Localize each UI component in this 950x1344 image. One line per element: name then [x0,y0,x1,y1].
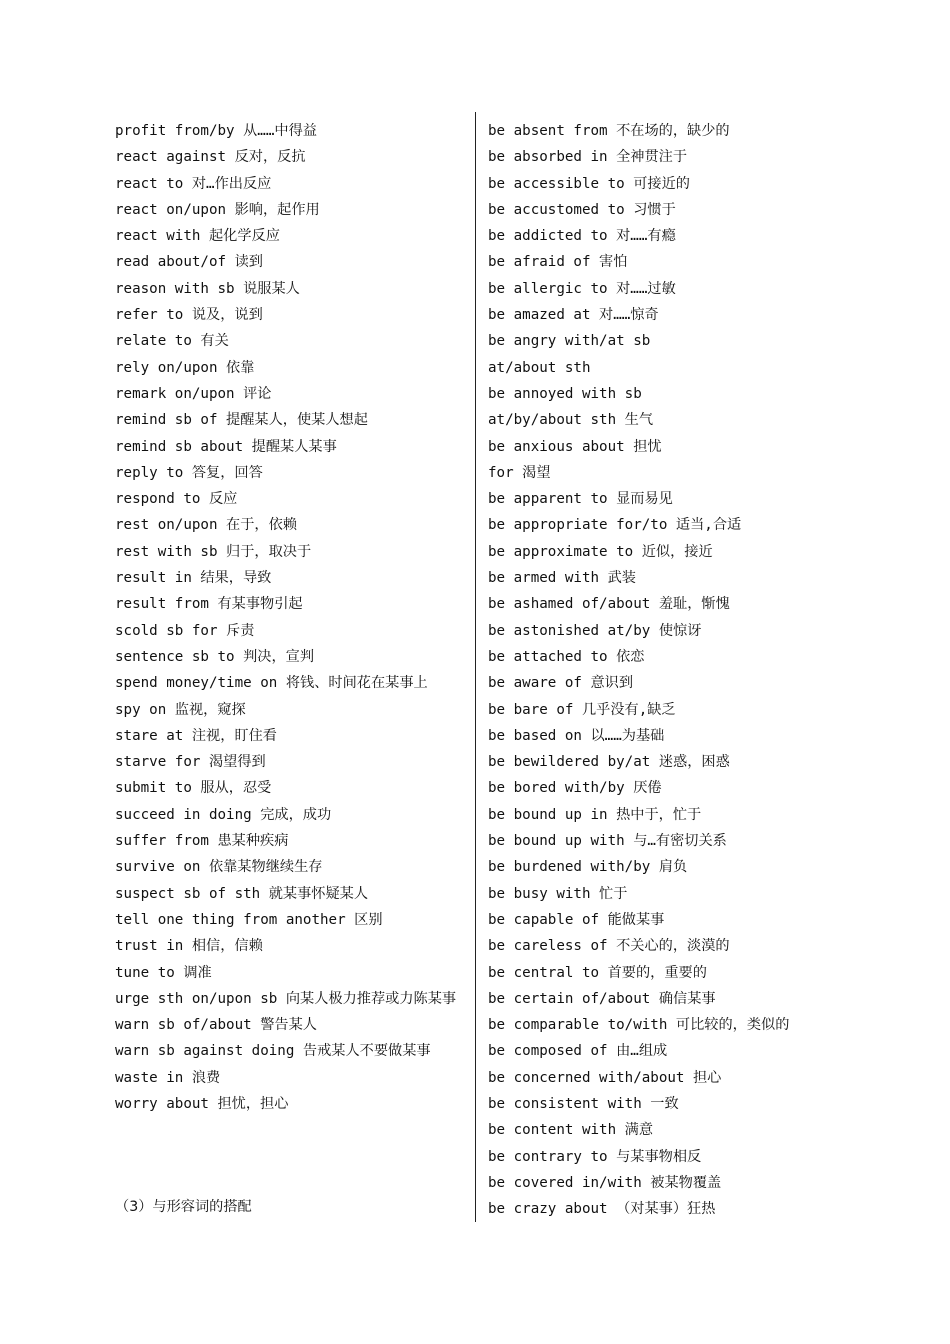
phrase-entry: suspect sb of sth 就某事怀疑某人 [115,885,369,902]
phrase-entry: be consistent with 一致 [488,1095,679,1112]
phrase-entry: be appropriate for/to 适当,合适 [488,517,742,534]
phrase-entry: remind sb about 提醒某人某事 [115,438,337,455]
phrase-entry: respond to 反应 [115,491,238,508]
phrase-entry: react against 反对，反抗 [115,149,306,166]
phrase-entry: be bewildered by/at 迷惑，困惑 [488,754,730,771]
phrase-entry: be covered in/with 被某物覆盖 [488,1174,722,1191]
phrase-entry: suffer from 患某种疾病 [115,833,289,850]
phrase-entry: be angry with/at sb [488,333,651,350]
phrase-entry: be amazed at 对……惊奇 [488,307,659,324]
phrase-entry: be astonished at/by 使惊讶 [488,622,702,639]
phrase-entry: be aware of 意识到 [488,675,634,692]
phrase-entry: be absorbed in 全神贯注于 [488,149,688,166]
phrase-entry: warn sb of/about 警告某人 [115,1017,317,1034]
phrase-entry: at/about sth [488,359,591,376]
phrase-entry: be bound up with 与…有密切关系 [488,833,727,850]
phrase-entry: stare at 注视，盯住看 [115,727,277,744]
phrase-entry: result from 有某事物引起 [115,596,303,613]
phrase-entry: react to 对…作出反应 [115,175,272,192]
phrase-entry: rely on/upon 依靠 [115,359,255,376]
phrase-entry: be accessible to 可接近的 [488,175,690,192]
phrase-entry: submit to 服从，忍受 [115,780,272,797]
phrase-entry: relate to 有关 [115,333,229,350]
phrase-entry: react with 起化学反应 [115,228,280,245]
phrase-entry: be bound up in 热中于，忙于 [488,806,702,823]
phrase-entry: be accustomed to 习惯于 [488,201,676,218]
phrase-entry: be armed with 武装 [488,570,636,587]
phrase-entry: be addicted to 对……有瘾 [488,228,676,245]
phrase-entry: read about/of 读到 [115,254,263,271]
phrase-entry: be careless of 不关心的，淡漠的 [488,938,730,955]
phrase-entry: at/by/about sth 生气 [488,412,654,429]
phrase-entry: be crazy about （对某事）狂热 [488,1201,716,1218]
phrase-entry: be afraid of 害怕 [488,254,628,271]
phrase-entry: be based on 以……为基础 [488,727,665,744]
phrase-entry: be attached to 依恋 [488,648,645,665]
phrase-entry: be composed of 由…组成 [488,1043,668,1060]
phrase-entry: rest with sb 归于，取决于 [115,543,312,560]
phrase-entry: be certain of/about 确信某事 [488,990,716,1007]
phrase-entry: be central to 首要的，重要的 [488,964,707,981]
phrase-entry: be busy with 忙于 [488,885,628,902]
phrase-entry: remind sb of 提醒某人，使某人想起 [115,412,368,429]
phrase-entry: refer to 说及，说到 [115,307,263,324]
phrase-entry: scold sb for 斥责 [115,622,255,639]
phrase-entry: waste in 浪费 [115,1069,221,1086]
phrase-entry: be concerned with/about 担心 [488,1069,722,1086]
phrase-entry: be allergic to 对……过敏 [488,280,676,297]
phrase-entry: sentence sb to 判决，宣判 [115,648,315,665]
phrase-entry: tune to 调准 [115,964,212,981]
phrase-entry: starve for 渴望得到 [115,754,266,771]
right-column [488,118,908,1222]
phrase-entry: be anxious about 担忧 [488,438,662,455]
phrase-entry: trust in 相信，信赖 [115,938,263,955]
phrase-entry: be capable of 能做某事 [488,911,665,928]
phrase-entry: be contrary to 与某事物相反 [488,1148,702,1165]
phrase-entry: spy on 监视，窥探 [115,701,246,718]
column-divider [475,112,476,1222]
phrase-entry: be ashamed of/about 羞耻，惭愧 [488,596,730,613]
phrase-entry: reply to 答复，回答 [115,464,263,481]
phrase-entry: be approximate to 近似，接近 [488,543,713,560]
phrase-entry: be apparent to 显而易见 [488,491,673,508]
phrase-entry: be bored with/by 厌倦 [488,780,662,797]
phrase-entry: survive on 依靠某物继续生存 [115,859,323,876]
left-column [115,118,470,1117]
phrase-entry: urge sth on/upon sb 向某人极力推荐或力陈某事 [115,990,457,1007]
phrase-entry: reason with sb 说服某人 [115,280,300,297]
phrase-entry: rest on/upon 在于，依赖 [115,517,297,534]
phrase-entry: succeed in doing 完成，成功 [115,806,332,823]
phrase-entry: for 渴望 [488,464,551,481]
phrase-entry: profit from/by 从……中得益 [115,123,317,139]
phrase-entry: warn sb against doing 告戒某人不要做某事 [115,1043,431,1060]
phrase-entry: be bare of 几乎没有,缺乏 [488,701,676,718]
phrase-entry: spend money/time on 将钱、时间花在某事上 [115,675,428,692]
phrase-entry: be comparable to/with 可比较的，类似的 [488,1017,790,1034]
phrase-entry: be content with 满意 [488,1122,654,1139]
section-heading: （3）与形容词的搭配 [115,1199,252,1215]
phrase-entry: tell one thing from another 区别 [115,911,383,928]
phrase-entry: react on/upon 影响，起作用 [115,201,320,218]
phrase-entry: remark on/upon 评论 [115,385,272,402]
phrase-entry: worry about 担忧，担心 [115,1095,289,1112]
phrase-entry: be burdened with/by 肩负 [488,859,688,876]
phrase-entry: be annoyed with sb [488,385,642,402]
phrase-entry: be absent from 不在场的，缺少的 [488,123,730,139]
phrase-entry: result in 结果，导致 [115,570,272,587]
